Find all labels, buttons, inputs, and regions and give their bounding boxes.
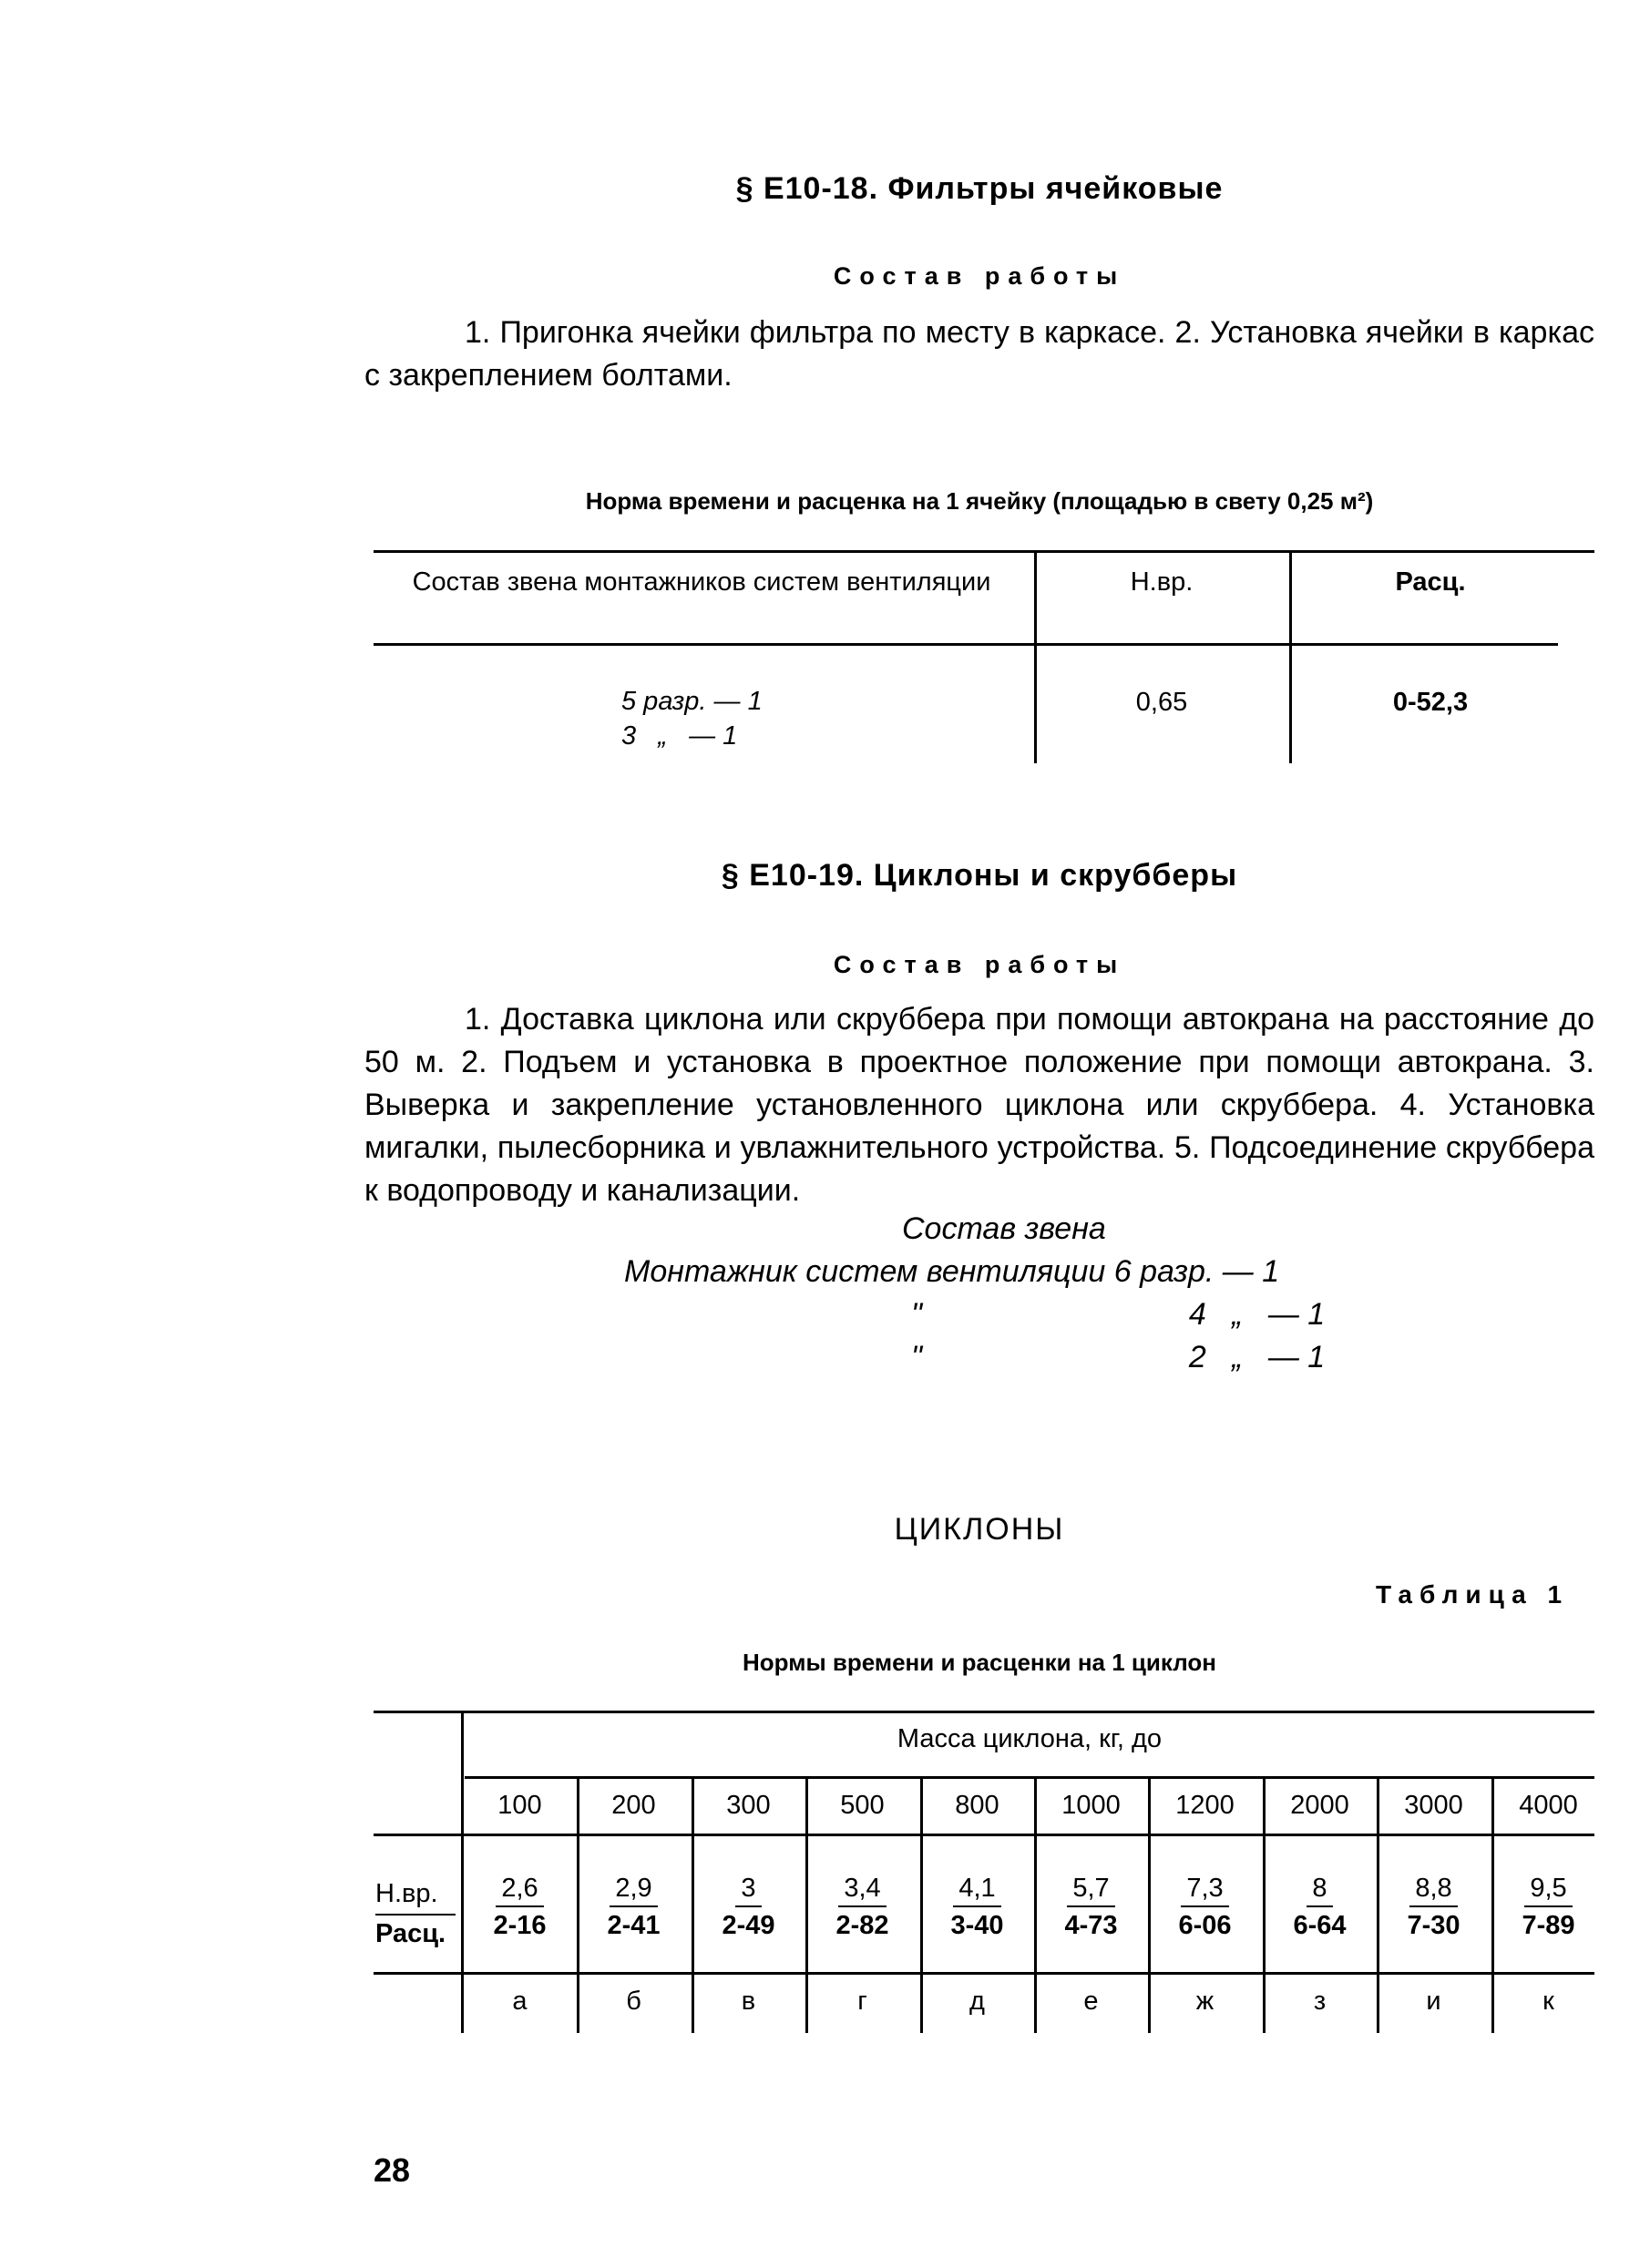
table-caption-cyclones: Нормы времени и расценки на 1 циклон xyxy=(743,1649,1216,1676)
mass-header: Масса циклона, кг, до xyxy=(897,1724,1163,1753)
mass-value: 4000 xyxy=(1519,1791,1578,1820)
norm-rate-pair xyxy=(692,1874,805,1941)
norm-rate-pair xyxy=(1148,1874,1262,1941)
norm-rate-pair xyxy=(1263,1874,1377,1941)
mass-value: 300 xyxy=(726,1791,771,1820)
rate-value: 2-16 xyxy=(493,1911,547,1940)
rate-value: 2-49 xyxy=(722,1911,775,1940)
document-page xyxy=(364,0,1594,2268)
column-letter: е xyxy=(1083,1987,1099,2016)
rate-value: 2-82 xyxy=(835,1911,889,1940)
norm-value: 2,6 xyxy=(496,1874,543,1907)
norm-value: 8,8 xyxy=(1409,1874,1457,1907)
rate-value: 6-64 xyxy=(1293,1911,1347,1940)
crew-line: 5 разр. — 1 xyxy=(621,687,763,716)
table-header-crew: Состав звена монтажников систем вентиляции xyxy=(412,567,991,597)
table-divider xyxy=(1034,552,1037,763)
column-letter: к xyxy=(1542,1987,1554,2016)
work-composition-text-content: 1. Доставка циклона или скруббера при помощи автокрана на расстояние до 50 м. 2. Подъем и установка в проектное положение при помощи автокрана. 3. Выверка и закрепление установленного циклона или скруббера. 4. Установка мигалки, пылесборника и увлажнительного устройства. 5. Подсоединение скруббера к водопроводу и канализации. xyxy=(364,1002,1594,1208)
column-letter: д xyxy=(969,1987,985,2016)
column-letter: ж xyxy=(1195,1987,1214,2016)
column-letter: и xyxy=(1426,1987,1441,2016)
norm-value: 3 xyxy=(735,1874,761,1907)
norm-rate-pair xyxy=(1377,1874,1491,1941)
norm-value: 3,4 xyxy=(838,1874,886,1907)
norm-rate-pair xyxy=(577,1874,691,1941)
column-letter: б xyxy=(626,1987,641,2016)
mass-value: 500 xyxy=(840,1791,885,1820)
work-composition-heading: Состав работы xyxy=(833,262,1126,290)
table-header-rate: Расц. xyxy=(1395,567,1466,597)
work-composition-text-content: 1. Пригонка ячейки фильтра по месту в каркасе. 2. Установка ячейки в каркас с закреплением болтами. xyxy=(364,315,1594,393)
row-label-rule xyxy=(375,1914,456,1916)
column-letter: г xyxy=(857,1987,867,2016)
row-label-rate: Расц. xyxy=(375,1919,446,1948)
table-mass-rule xyxy=(465,1776,1594,1779)
crew-line: 3 „ — 1 xyxy=(621,721,738,751)
norm-rate-pair xyxy=(920,1874,1034,1941)
crew-line: " 4 „ — 1 xyxy=(911,1297,1326,1332)
section-title-e10-18: § Е10-18. Фильтры ячейковые xyxy=(735,171,1224,206)
cyclones-heading: ЦИКЛОНЫ xyxy=(894,1512,1065,1547)
table-top-rule xyxy=(374,1711,1594,1713)
crew-line: Монтажник систем вентиляции 6 разр. — 1 xyxy=(624,1254,1280,1289)
column-letter: в xyxy=(741,1987,756,2016)
crew-heading: Состав звена xyxy=(902,1211,1106,1246)
table-header-rule xyxy=(374,1834,1594,1836)
rate-value: 3-40 xyxy=(950,1911,1004,1940)
table-caption-cells: Норма времени и расценка на 1 ячейку (площадью в свету 0,25 м²) xyxy=(585,487,1374,515)
column-letter: з xyxy=(1313,1987,1327,2016)
page-number: 28 xyxy=(374,2151,411,2189)
table-body-rule xyxy=(374,1972,1594,1975)
rate-value: 0-52,3 xyxy=(1392,688,1469,717)
row-label-norm: Н.вр. xyxy=(375,1879,438,1908)
mass-value: 200 xyxy=(611,1791,656,1820)
norm-value: 2,9 xyxy=(610,1874,657,1907)
mass-value: 1000 xyxy=(1061,1791,1121,1820)
work-composition-text xyxy=(364,998,1594,1212)
norm-rate-pair xyxy=(1034,1874,1148,1941)
crew-line: " 2 „ — 1 xyxy=(911,1340,1326,1374)
section-title-e10-19: § Е10-19. Циклоны и скрубберы xyxy=(721,858,1238,893)
norm-rate-pair xyxy=(805,1874,919,1941)
mass-value: 3000 xyxy=(1404,1791,1463,1820)
mass-value: 1200 xyxy=(1175,1791,1235,1820)
mass-value: 2000 xyxy=(1290,1791,1349,1820)
rate-value: 2-41 xyxy=(607,1911,661,1940)
table-header-rule xyxy=(374,643,1558,646)
norm-value: 7,3 xyxy=(1181,1874,1228,1907)
table-header-norm: Н.вр. xyxy=(1130,567,1194,597)
norm-value: 4,1 xyxy=(953,1874,1000,1907)
mass-value: 800 xyxy=(955,1791,999,1820)
rate-value: 6-06 xyxy=(1178,1911,1232,1940)
rate-value: 7-89 xyxy=(1522,1911,1575,1940)
column-letter: а xyxy=(512,1987,528,2016)
norm-value: 9,5 xyxy=(1524,1874,1572,1907)
norm-value: 8 xyxy=(1307,1874,1332,1907)
table-top-rule xyxy=(374,550,1594,553)
rate-value: 4-73 xyxy=(1064,1911,1118,1940)
norm-rate-pair xyxy=(463,1874,577,1941)
table-divider xyxy=(1289,552,1292,763)
norm-value: 5,7 xyxy=(1067,1874,1114,1907)
mass-value: 100 xyxy=(497,1791,542,1820)
norm-value: 0,65 xyxy=(1135,688,1188,717)
work-composition-text xyxy=(364,312,1594,397)
rate-value: 7-30 xyxy=(1407,1911,1460,1940)
norm-rate-pair xyxy=(1491,1874,1605,1941)
table-label: Таблица 1 xyxy=(1376,1580,1570,1609)
work-composition-heading: Состав работы xyxy=(833,951,1126,978)
